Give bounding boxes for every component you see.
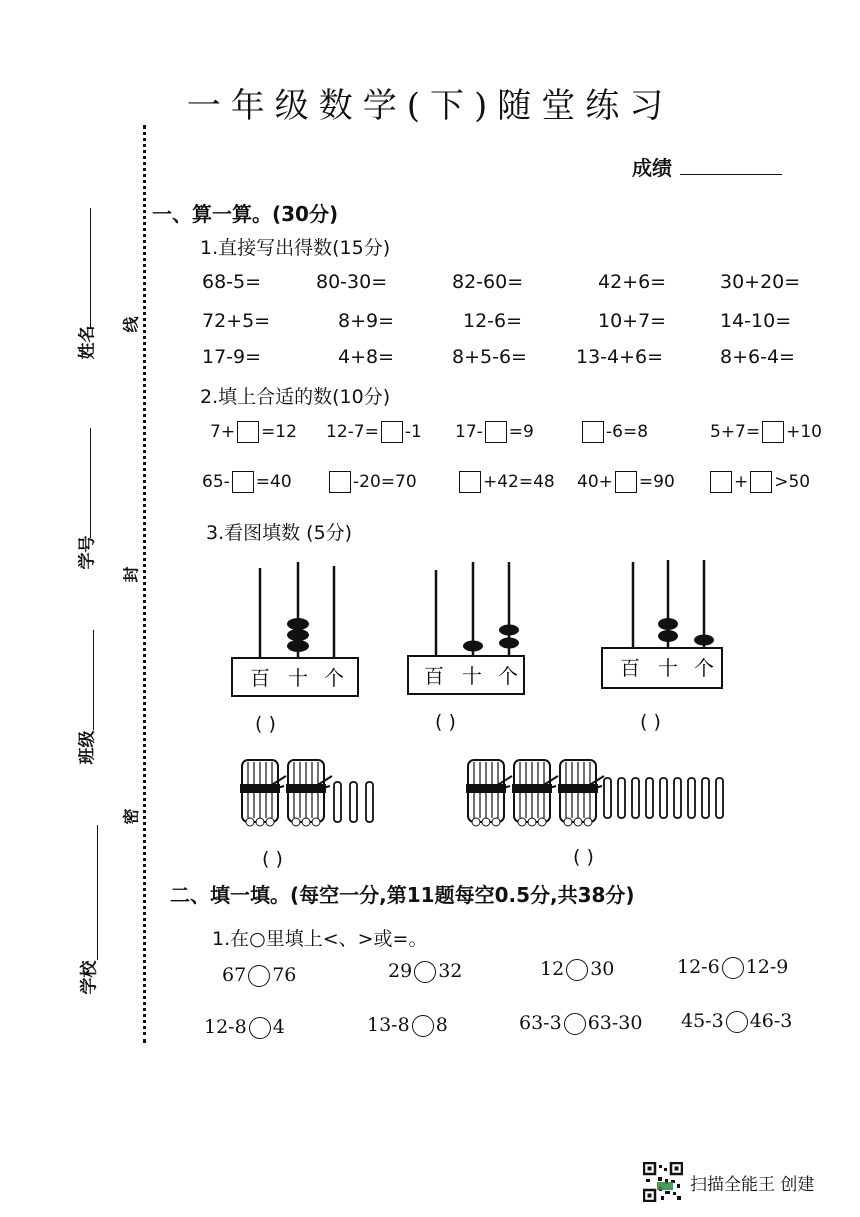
stick-bundle: [286, 760, 332, 826]
place-label-hundreds: 百: [424, 664, 444, 688]
single-stick: [350, 782, 357, 822]
compare-right: 30: [590, 958, 615, 980]
abacus-2: [406, 560, 536, 700]
fill-text: =12: [261, 422, 297, 442]
compare-right: 63-30: [587, 1012, 643, 1034]
fill-text: =9: [508, 422, 534, 442]
abacus-bead: [287, 629, 309, 641]
calc-item: 82-60=: [452, 271, 524, 293]
stick-bundle: [512, 760, 558, 826]
fill-item: [710, 421, 822, 443]
school-label: 学校: [79, 960, 100, 995]
fill-text: 7+: [210, 422, 236, 442]
compare-item: [681, 1010, 792, 1033]
calc-item: 14-10=: [720, 310, 792, 332]
abacus-bead: [499, 638, 519, 649]
fill-item: [327, 471, 417, 493]
fill-text: -6=8: [606, 422, 649, 442]
class-blank[interactable]: [93, 630, 94, 730]
part1-label: 1.直接写出得数(15分): [200, 237, 391, 259]
fill-text: +10: [786, 422, 823, 442]
compare-item: [222, 964, 296, 987]
stick-bundles-2: [462, 752, 732, 832]
compare-circle[interactable]: [412, 1015, 434, 1037]
compare-right: 76: [272, 964, 297, 986]
calc-item: 8+5-6=: [452, 346, 527, 368]
stick-bundle: [240, 760, 286, 826]
fill-text: 65-: [202, 472, 230, 492]
single-stick: [660, 778, 667, 818]
compare-circle[interactable]: [564, 1013, 586, 1035]
fill-text: 17-: [455, 422, 483, 442]
calc-item: 42+6=: [598, 271, 667, 293]
school-blank[interactable]: [97, 825, 98, 960]
answer-box[interactable]: [615, 471, 637, 493]
stick-bundle: [558, 760, 604, 826]
place-label-hundreds: 百: [250, 666, 270, 690]
fill-text: =40: [255, 472, 292, 492]
compare-left: 63-3: [519, 1012, 562, 1034]
fill-item: [455, 421, 534, 443]
compare-right: 32: [438, 960, 463, 982]
abacus-bead: [287, 618, 309, 630]
fill-item: [202, 471, 292, 493]
single-stick: [646, 778, 653, 818]
compare-circle[interactable]: [249, 1017, 271, 1039]
fill-item: [210, 421, 297, 443]
fill-item: [326, 421, 422, 443]
abacus-bead: [463, 641, 483, 652]
compare-item: [677, 956, 788, 979]
class-label: 班级: [77, 730, 98, 765]
fill-item: [580, 421, 648, 443]
calc-item: 8+6-4=: [720, 346, 795, 368]
compare-item: [388, 960, 462, 983]
compare-left: 67: [222, 964, 247, 986]
abacus-bead: [499, 625, 519, 636]
answer-box[interactable]: [710, 471, 732, 493]
compare-circle[interactable]: [722, 957, 744, 979]
compare-circle[interactable]: [726, 1011, 748, 1033]
compare-left: 12: [540, 958, 565, 980]
single-stick: [334, 782, 341, 822]
name-blank[interactable]: [90, 208, 91, 328]
page-title: 一年级数学(下)随堂练习: [186, 86, 674, 126]
fill-text: -20=70: [353, 472, 417, 492]
calc-item: 10+7=: [598, 310, 667, 332]
name-label: 姓名: [77, 325, 98, 360]
compare-circle[interactable]: [248, 965, 270, 987]
single-stick: [366, 782, 373, 822]
answer-blank[interactable]: ( ): [255, 713, 276, 735]
place-label-tens: 十: [462, 664, 482, 688]
answer-box[interactable]: [329, 471, 351, 493]
compare-item: [540, 958, 614, 981]
fill-item: [577, 471, 675, 493]
single-stick: [716, 778, 723, 818]
compare-left: 12-6: [677, 956, 720, 978]
compare-left: 29: [388, 960, 413, 982]
answer-blank[interactable]: ( ): [640, 711, 661, 733]
part3-label: 3.看图填数 (5分): [206, 522, 353, 544]
calc-item: 80-30=: [316, 271, 388, 293]
abacus-bead: [658, 630, 678, 642]
answer-box[interactable]: [232, 471, 254, 493]
calc-item: 30+20=: [720, 271, 801, 293]
calc-item: 13-4+6=: [576, 346, 664, 368]
place-label-tens: 十: [658, 656, 678, 680]
answer-box[interactable]: [237, 421, 259, 443]
answer-box[interactable]: [381, 421, 403, 443]
compare-item: [367, 1014, 448, 1037]
place-label-ones: 个: [694, 656, 714, 680]
answer-blank[interactable]: ( ): [573, 846, 594, 868]
single-stick: [702, 778, 709, 818]
binding-dotted-line: [143, 125, 146, 1043]
place-label-ones: 个: [498, 664, 518, 688]
calc-item: 68-5=: [202, 271, 262, 293]
compare-left: 13-8: [367, 1014, 410, 1036]
fill-text: +: [734, 472, 749, 492]
fill-text: 5+7=: [710, 422, 761, 442]
calc-item: 8+9=: [338, 310, 395, 332]
abacus-bead: [287, 640, 309, 652]
compare-right: 46-3: [749, 1010, 793, 1032]
answer-box[interactable]: [750, 471, 772, 493]
answer-box[interactable]: [582, 421, 604, 443]
compare-circle[interactable]: [566, 959, 588, 981]
answer-blank[interactable]: ( ): [435, 711, 456, 733]
compare-right: 4: [272, 1016, 285, 1038]
compare-right: 8: [435, 1014, 448, 1036]
fill-text: =90: [638, 472, 675, 492]
section1-heading: 一、算一算。(30分): [152, 202, 339, 226]
fill-text: +42=48: [483, 472, 555, 492]
fill-text: 12-7=: [326, 422, 379, 442]
single-stick: [618, 778, 625, 818]
fill-item: [708, 471, 810, 493]
score-label: 成绩: [632, 156, 672, 180]
stick-bundles-1: [236, 752, 386, 832]
seal-char-feng: 封: [121, 566, 141, 583]
seal-char-mi: 密: [121, 808, 141, 825]
single-stick: [632, 778, 639, 818]
seal-char-xian: 线: [121, 316, 141, 333]
fill-text: 40+: [577, 472, 613, 492]
abacus-bead: [658, 618, 678, 630]
single-stick: [674, 778, 681, 818]
score-blank[interactable]: [680, 174, 782, 175]
single-stick: [688, 778, 695, 818]
fill-text: -1: [404, 422, 422, 442]
compare-item: [204, 1016, 285, 1039]
abacus-bead: [694, 635, 714, 646]
compare-right: 12-9: [745, 956, 789, 978]
compare-label: 1.在○里填上<、>或=。: [212, 928, 428, 950]
abacus-3: [600, 558, 728, 698]
calc-item: 12-6=: [463, 310, 523, 332]
abacus-1: [230, 560, 365, 700]
compare-item: [519, 1012, 642, 1035]
part2-label: 2.填上合适的数(10分): [200, 386, 391, 408]
qr-code-icon: [643, 1162, 683, 1202]
calc-item: 4+8=: [338, 346, 395, 368]
place-label-ones: 个: [324, 666, 344, 690]
student-id-label: 学号: [77, 535, 98, 570]
place-label-tens: 十: [288, 666, 308, 690]
compare-circle[interactable]: [414, 961, 436, 983]
calc-item: 17-9=: [202, 346, 262, 368]
answer-box[interactable]: [762, 421, 784, 443]
section2-heading: 二、填一填。(每空一分,第11题每空0.5分,共38分): [170, 883, 635, 907]
place-label-hundreds: 百: [620, 656, 640, 680]
answer-box[interactable]: [459, 471, 481, 493]
single-stick: [604, 778, 611, 818]
fill-item: [457, 471, 555, 493]
stick-bundle: [466, 760, 512, 826]
answer-box[interactable]: [485, 421, 507, 443]
compare-left: 12-8: [204, 1016, 247, 1038]
calc-item: 72+5=: [202, 310, 271, 332]
fill-text: >50: [774, 472, 811, 492]
answer-blank[interactable]: ( ): [262, 848, 283, 870]
student-id-blank[interactable]: [90, 428, 91, 538]
scanner-watermark: 扫描全能王 创建: [690, 1175, 815, 1195]
compare-left: 45-3: [681, 1010, 724, 1032]
